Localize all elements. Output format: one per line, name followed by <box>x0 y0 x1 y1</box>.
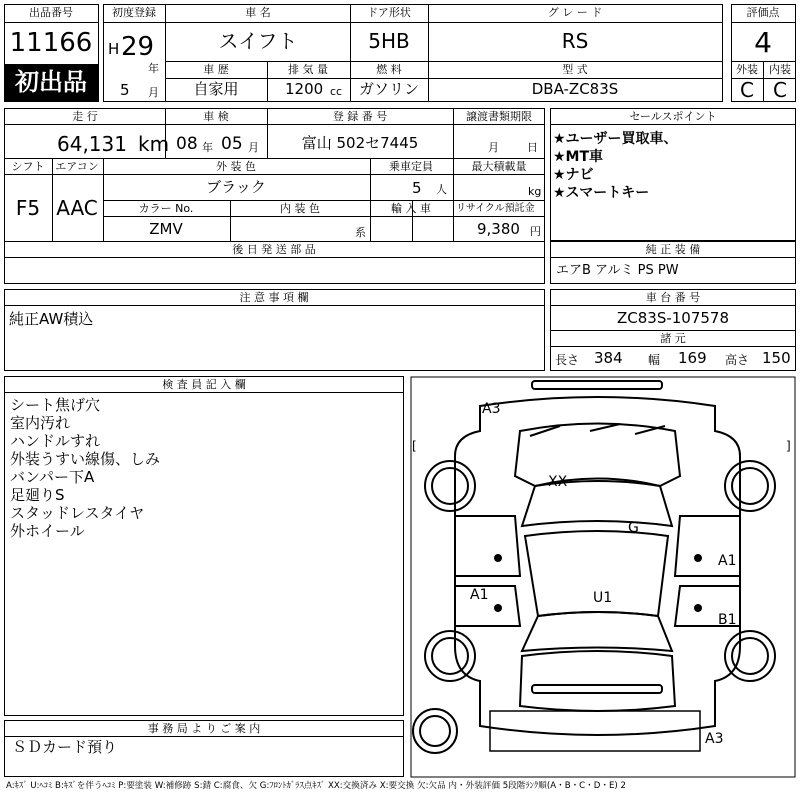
inspector-item: シート焦げ穴 <box>10 396 101 414</box>
history-label: 車 歴 <box>203 63 229 76</box>
model-label: 型 式 <box>562 63 588 76</box>
mark-g: G <box>628 520 639 536</box>
inspector-item: 外ホイール <box>10 522 85 540</box>
inspector-item: バンパー下A <box>10 468 95 486</box>
ac-label: エアコン <box>55 160 99 173</box>
bracket-left: [ <box>412 439 417 453</box>
car-name: スイフト <box>218 29 298 53</box>
inspector-notes <box>10 396 160 540</box>
color-label: 外 装 色 <box>216 160 256 173</box>
recycle-unit: 円 <box>530 225 541 238</box>
reg-no: 富山 502セ7445 <box>301 134 419 152</box>
office-label: 事 務 局 よ り ご 案 内 <box>147 722 261 735</box>
legend: A:ｷｽﾞ U:ﾍｺﾐ B:ｷｽﾞを伴うﾍｺﾐ P:要塗装 W:補修跡 S:錆 C:腐食、欠 G:ﾌﾛﾝﾄｶﾞﾗｽ点ｷｽﾞ XX:交換済み X:要交換 欠:欠品 内・外装評価 5段階ﾗﾝｸ順(A・B・C・D・E) 2 <box>6 781 626 791</box>
reg-month: 5 <box>120 81 130 99</box>
load-label: 最大積載量 <box>471 160 527 173</box>
office-text: ＳＤカード預り <box>12 738 118 756</box>
transfer-day-unit: 日 <box>527 141 538 154</box>
displacement: 1200 <box>285 80 324 98</box>
shift-label: シフト <box>11 160 45 173</box>
mark-a3-top: A3 <box>482 401 501 417</box>
reg-no-label: 登 録 番 号 <box>332 110 388 123</box>
color-no: ZMV <box>149 220 183 238</box>
mark-u1: U1 <box>593 590 613 606</box>
first-listing-text: 初出品 <box>15 68 87 96</box>
dimensions-label: 諸 元 <box>660 332 686 345</box>
mark-b1: B1 <box>718 612 737 628</box>
model: DBA-ZC83S <box>531 80 619 98</box>
capacity: 5 <box>412 179 422 197</box>
lot-number-label: 出品番号 <box>29 6 73 19</box>
door-label: ドア形状 <box>367 6 411 19</box>
recycle-amount: 9,380 <box>477 220 520 238</box>
inspection-label: 車 検 <box>203 110 229 123</box>
interior-grade: C <box>773 78 787 102</box>
equipment: エアB アルミ PS PW <box>556 263 679 278</box>
interior-color-unit: 系 <box>355 226 366 239</box>
history: 自家用 <box>193 80 239 98</box>
capacity-unit: 人 <box>436 183 447 196</box>
fuel-label: 燃 料 <box>376 63 402 76</box>
insp-month-unit: 月 <box>248 141 259 154</box>
grade: RS <box>561 29 589 53</box>
transfer-label: 譲渡書類期限 <box>466 110 532 123</box>
era: H <box>108 40 120 58</box>
notes-label: 注 意 事 項 欄 <box>239 291 309 304</box>
fuel: ガソリン <box>358 80 420 98</box>
interior-color-label: 内 装 色 <box>280 202 320 215</box>
sales-point: ★MT車 <box>553 149 604 165</box>
displacement-label: 排 気 量 <box>288 63 328 76</box>
mileage-label: 走 行 <box>72 110 98 123</box>
score: 4 <box>754 26 772 59</box>
exterior-label: 外装 <box>736 63 758 76</box>
mark-a1-left: A1 <box>470 587 489 603</box>
width: 169 <box>678 349 707 367</box>
inspector-item: 室内汚れ <box>10 414 71 432</box>
insp-month: 05 <box>221 134 243 154</box>
mark-a1-right: A1 <box>718 553 737 569</box>
shift: F5 <box>15 196 41 220</box>
length-label: 長さ <box>555 353 580 367</box>
chassis-number: ZC83S-107578 <box>616 309 730 327</box>
car-damage-diagram <box>410 376 796 778</box>
capacity-label: 乗車定員 <box>389 160 433 173</box>
color: ブラック <box>206 178 266 196</box>
bracket-right: ] <box>786 439 791 453</box>
notes-text: 純正AW積込 <box>9 310 94 328</box>
mark-xx: XX <box>548 474 568 490</box>
load-unit: kg <box>528 185 542 198</box>
recycle-label: リサイクル預託金 <box>456 203 535 214</box>
chassis-label: 車 台 番 号 <box>645 291 701 304</box>
car-name-label: 車 名 <box>245 6 271 19</box>
insp-year: 08 <box>176 134 198 154</box>
color-no-label: カラー No. <box>138 202 194 215</box>
inspector-item: 足廻りS <box>10 486 65 504</box>
sales-point: ★ナビ <box>553 167 594 183</box>
inspector-item: スタッドレスタイヤ <box>10 504 145 522</box>
reg-year-unit: 年 <box>148 62 159 75</box>
ac: AAC <box>56 196 98 220</box>
height-label: 高さ <box>725 353 750 367</box>
mileage-unit: km <box>138 132 170 156</box>
length: 384 <box>594 349 623 367</box>
displacement-unit: cc <box>330 85 343 98</box>
transfer-month-unit: 月 <box>488 141 499 154</box>
score-label: 評価点 <box>746 6 780 19</box>
height: 150 <box>762 349 791 367</box>
mark-a3-bottom: A3 <box>705 731 724 747</box>
sales-point: ★スマートキー <box>553 185 650 201</box>
first-reg-label: 初度登録 <box>112 6 156 19</box>
equipment-label: 純 正 装 備 <box>645 243 701 256</box>
inspector-label: 検 査 員 記 入 欄 <box>162 378 246 391</box>
lot-number: 11166 <box>9 28 93 58</box>
inspector-item: 外装うすい線傷、しみ <box>10 450 161 468</box>
width-label: 幅 <box>648 353 661 367</box>
import-label: 輸 入 車 <box>391 202 431 215</box>
inspector-item: ハンドルすれ <box>10 432 101 450</box>
mileage: 64,131 <box>57 132 127 156</box>
insp-year-unit: 年 <box>202 141 213 154</box>
interior-label: 内装 <box>769 63 791 76</box>
door-type: 5HB <box>368 29 410 53</box>
sales-points-label: セールスポイント <box>629 110 717 123</box>
reg-month-unit: 月 <box>148 86 159 99</box>
sales-points-list <box>553 130 678 202</box>
exterior-grade: C <box>740 78 754 102</box>
sales-point: ★ユーザー買取車、 <box>553 131 678 147</box>
later-parts-label: 後 日 発 送 部 品 <box>232 243 316 256</box>
grade-label: グ レ ー ド <box>547 6 603 19</box>
reg-year: 29 <box>121 32 155 62</box>
